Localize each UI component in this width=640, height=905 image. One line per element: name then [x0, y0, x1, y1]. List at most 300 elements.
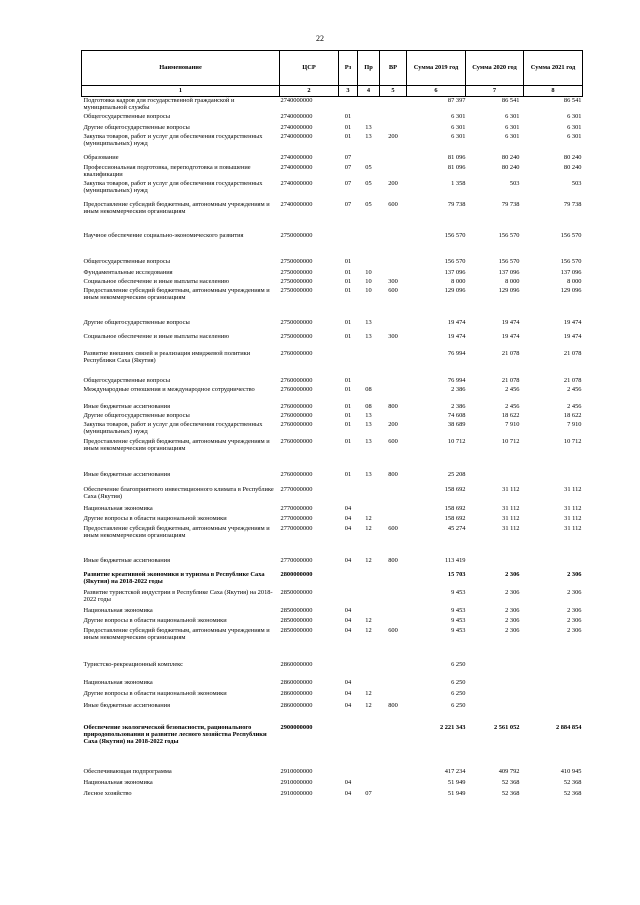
cell-vr: 300	[388, 277, 398, 285]
cell-name: Образование	[83, 153, 119, 161]
cell-vr	[380, 779, 407, 790]
cell-rz	[339, 724, 358, 768]
table-row	[82, 164, 583, 180]
cell-vr	[380, 486, 407, 505]
column-number: 3	[339, 86, 358, 97]
table-row	[82, 180, 583, 201]
cell-csr: 2740000000	[280, 123, 313, 131]
cell-sum-2021: 19 474	[563, 318, 582, 326]
cell-name: Другие вопросы в области национальной экономики	[83, 689, 227, 697]
cell-vr: 600	[388, 524, 398, 532]
cell-name: Развитие туристской индустрии в Республике Саха (Якутия) на 2018-2022 годы	[83, 588, 273, 603]
cell-sum-2019: 15 703	[447, 570, 466, 578]
cell-vr	[380, 386, 407, 403]
cell-sum-2021: 79 738	[563, 200, 582, 208]
cell-name: Национальная экономика	[83, 504, 153, 512]
cell-csr: 2750000000	[280, 277, 313, 285]
cell-csr: 2860000000	[280, 701, 313, 709]
cell-sum-2019: 6 250	[451, 701, 466, 709]
cell-name: Закупка товаров, работ и услуг для обеспечения государственных (муниципальных) нужд	[83, 420, 263, 435]
cell-rz: 04	[344, 606, 352, 614]
table-row	[82, 779, 583, 790]
cell-name: Фундаментальные исследования	[83, 268, 173, 276]
cell-sum-2020: 52 368	[501, 778, 520, 786]
cell-rz: 01	[344, 385, 352, 393]
cell-name: Социальное обеспечение и иные выплаты населению	[83, 332, 230, 340]
table-body	[82, 97, 583, 800]
cell-sum-2020: 19 474	[501, 332, 520, 340]
cell-pr: 12	[365, 556, 372, 564]
cell-sum-2021: 2 306	[567, 626, 582, 634]
cell-sum-2019: 129 096	[444, 286, 466, 294]
table-row	[82, 201, 583, 232]
table-row	[82, 350, 583, 377]
cell-sum-2019: 10 712	[447, 437, 466, 445]
table-row	[82, 232, 583, 258]
cell-vr	[380, 768, 407, 779]
cell-sum-2019: 2 221 343	[439, 723, 466, 731]
cell-name: Национальная экономика	[83, 606, 153, 614]
cell-rz: 04	[344, 789, 352, 797]
header-sum-2020: Сумма 2020 год	[466, 51, 524, 86]
cell-sum-2020: 2 306	[505, 626, 520, 634]
cell-rz: 07	[344, 153, 352, 161]
column-number: 5	[380, 86, 407, 97]
cell-csr: 2750000000	[280, 286, 313, 294]
cell-name: Обеспечивающая подпрограмма	[83, 767, 172, 775]
cell-sum-2021: 503	[571, 179, 582, 187]
cell-vr	[380, 258, 407, 269]
cell-name: Национальная экономика	[83, 778, 153, 786]
cell-sum-2021: 156 570	[560, 231, 582, 239]
cell-csr: 2850000000	[280, 588, 313, 596]
cell-pr: 12	[365, 689, 372, 697]
table-row	[82, 690, 583, 702]
cell-sum-2020: 156 570	[498, 257, 520, 265]
cell-csr: 2750000000	[280, 257, 313, 265]
cell-pr	[358, 724, 380, 768]
cell-rz	[339, 486, 358, 505]
cell-csr: 2900000000	[280, 723, 313, 731]
cell-name: Предоставление субсидий бюджетным, автономным учреждениям и иным некоммерческим организациям	[83, 200, 270, 215]
cell-vr	[380, 790, 407, 800]
cell-sum-2019: 76 994	[447, 376, 466, 384]
cell-sum-2020: 2 561 052	[493, 723, 520, 731]
cell-sum-2020: 86 541	[501, 97, 520, 104]
table-row	[82, 525, 583, 557]
header-rz: Рз	[339, 51, 358, 86]
cell-rz: 04	[344, 556, 352, 564]
cell-csr: 2750000000	[280, 318, 313, 326]
table-row	[82, 571, 583, 589]
cell-sum-2020: 2 306	[505, 616, 520, 624]
cell-name: Обеспечение благоприятного инвестиционного климата в Республике Саха (Якутия)	[83, 485, 274, 500]
cell-vr	[380, 679, 407, 690]
cell-sum-2021: 10 712	[563, 437, 582, 445]
cell-name: Иные бюджетные ассигнования	[83, 701, 171, 709]
table-row	[82, 627, 583, 661]
cell-sum-2020: 31 112	[502, 485, 520, 493]
cell-sum-2021: 31 112	[564, 524, 582, 532]
cell-sum-2019: 2 386	[451, 402, 466, 410]
cell-pr: 08	[365, 385, 372, 393]
cell-name: Предоставление субсидий бюджетным, автономным учреждениям и иным некоммерческим организациям	[83, 286, 270, 301]
cell-sum-2019: 74 608	[447, 411, 466, 419]
cell-rz: 01	[344, 402, 352, 410]
cell-csr: 2760000000	[280, 385, 313, 393]
cell-rz: 01	[344, 376, 352, 384]
cell-sum-2019: 156 570	[444, 231, 466, 239]
cell-rz	[339, 589, 358, 607]
cell-sum-2019: 156 570	[444, 257, 466, 265]
cell-sum-2019: 158 692	[444, 485, 466, 493]
cell-rz: 01	[344, 123, 352, 131]
cell-csr: 2770000000	[280, 485, 313, 493]
cell-name: Общегосударственные вопросы	[83, 257, 171, 265]
cell-vr: 800	[388, 402, 398, 410]
column-number: 7	[466, 86, 524, 97]
cell-sum-2019: 158 692	[444, 514, 466, 522]
cell-name: Обеспечение экологической безопасности, рационального природопользования и развитие лесного хозяйства Республики Саха (Якутия) на 2018-2022 годы	[83, 723, 267, 746]
cell-pr: 13	[365, 123, 372, 131]
table-row	[82, 702, 583, 724]
cell-pr: 13	[365, 132, 372, 140]
cell-name: Иные бюджетные ассигнования	[83, 470, 171, 478]
table-row	[82, 515, 583, 525]
cell-sum-2021: 6 301	[567, 123, 582, 131]
cell-pr	[358, 154, 380, 164]
cell-sum-2020	[466, 471, 524, 486]
cell-vr	[380, 690, 407, 702]
cell-sum-2021	[524, 471, 583, 486]
table-row	[82, 505, 583, 515]
cell-csr: 2860000000	[280, 660, 313, 668]
cell-sum-2020	[466, 679, 524, 690]
table-row	[82, 617, 583, 627]
cell-sum-2020: 80 240	[501, 153, 520, 161]
cell-csr: 2910000000	[280, 767, 313, 775]
cell-csr: 2740000000	[280, 132, 313, 140]
cell-csr: 2760000000	[280, 437, 313, 445]
cell-pr	[358, 97, 380, 113]
cell-vr: 200	[388, 420, 398, 428]
cell-csr: 2850000000	[280, 616, 313, 624]
cell-sum-2019: 25 208	[447, 470, 466, 478]
cell-rz: 01	[344, 132, 352, 140]
cell-sum-2020: 31 112	[502, 524, 520, 532]
cell-vr	[380, 505, 407, 515]
cell-pr: 13	[365, 437, 372, 445]
cell-name: Иные бюджетные ассигнования	[83, 556, 171, 564]
cell-sum-2021: 21 078	[563, 349, 582, 357]
cell-vr: 300	[388, 332, 398, 340]
cell-sum-2021: 19 474	[563, 332, 582, 340]
cell-sum-2019: 417 234	[444, 767, 466, 775]
cell-pr	[358, 113, 380, 124]
cell-pr: 13	[365, 318, 372, 326]
cell-vr: 600	[388, 626, 398, 634]
cell-sum-2021: 7 910	[567, 420, 582, 428]
cell-csr: 2760000000	[280, 349, 313, 357]
column-number: 8	[524, 86, 583, 97]
table-row	[82, 154, 583, 164]
cell-sum-2021	[524, 557, 583, 571]
cell-vr	[380, 589, 407, 607]
cell-sum-2020: 6 301	[505, 123, 520, 131]
cell-sum-2020: 8 000	[505, 277, 520, 285]
cell-pr	[358, 505, 380, 515]
cell-vr: 600	[388, 286, 398, 294]
cell-name: Другие вопросы в области национальной экономики	[83, 616, 227, 624]
cell-pr: 12	[365, 514, 372, 522]
cell-name: Национальная экономика	[83, 678, 153, 686]
cell-pr: 10	[365, 277, 372, 285]
cell-rz: 04	[344, 778, 352, 786]
cell-pr: 13	[365, 332, 372, 340]
header-sum-2021: Сумма 2021 год	[524, 51, 583, 86]
cell-sum-2021: 31 112	[564, 485, 582, 493]
table-row	[82, 278, 583, 287]
cell-name: Профессиональная подготовка, переподготовка и повышение квалификации	[83, 163, 251, 178]
header-pr: Пр	[358, 51, 380, 86]
table-row	[82, 412, 583, 421]
cell-sum-2019: 6 301	[451, 123, 466, 131]
cell-vr	[380, 154, 407, 164]
cell-sum-2021: 137 096	[560, 268, 582, 276]
cell-csr: 2750000000	[280, 231, 313, 239]
header-vr: ВР	[380, 51, 407, 86]
cell-sum-2019: 51 949	[447, 789, 466, 797]
cell-sum-2020: 7 910	[505, 420, 520, 428]
cell-csr: 2770000000	[280, 556, 313, 564]
cell-sum-2020: 2 306	[505, 606, 520, 614]
cell-sum-2021: 8 000	[567, 277, 582, 285]
cell-pr	[358, 679, 380, 690]
table-row	[82, 258, 583, 269]
cell-rz: 04	[344, 616, 352, 624]
cell-sum-2020: 2 306	[505, 588, 520, 596]
cell-pr	[358, 377, 380, 386]
cell-sum-2021	[524, 690, 583, 702]
cell-vr: 200	[388, 179, 398, 187]
cell-sum-2021	[524, 679, 583, 690]
cell-rz: 01	[344, 411, 352, 419]
cell-name: Другие вопросы в области национальной экономики	[83, 514, 227, 522]
cell-sum-2020: 80 240	[501, 163, 520, 171]
cell-rz: 07	[344, 200, 352, 208]
cell-sum-2020: 409 792	[498, 767, 520, 775]
table-row	[82, 403, 583, 412]
cell-sum-2020: 19 474	[501, 318, 520, 326]
cell-csr: 2760000000	[280, 402, 313, 410]
cell-name: Общегосударственные вопросы	[83, 376, 171, 384]
cell-pr	[358, 258, 380, 269]
cell-name: Развитие креативной экономики и туризма в Республике Саха (Якутия) на 2018-2022 годы	[83, 570, 265, 585]
cell-sum-2020: 52 368	[501, 789, 520, 797]
cell-sum-2019: 158 692	[444, 504, 466, 512]
cell-vr	[380, 97, 407, 113]
cell-name: Другие общегосударственные вопросы	[83, 123, 190, 131]
cell-vr	[380, 377, 407, 386]
table-row	[82, 386, 583, 403]
table-row	[82, 679, 583, 690]
cell-pr: 12	[365, 524, 372, 532]
cell-name: Закупка товаров, работ и услуг для обеспечения государственных (муниципальных) нужд	[83, 132, 263, 147]
cell-sum-2021: 2 306	[567, 616, 582, 624]
cell-csr: 2740000000	[280, 179, 313, 187]
header-sum-2019: Сумма 2019 год	[407, 51, 466, 86]
cell-sum-2020: 10 712	[501, 437, 520, 445]
cell-name: Подготовка кадров для государственной гражданской и муниципальной службы	[83, 97, 235, 112]
table-row	[82, 768, 583, 779]
cell-vr: 800	[388, 701, 398, 709]
cell-csr: 2740000000	[280, 163, 313, 171]
cell-pr: 10	[365, 268, 372, 276]
cell-sum-2020: 31 112	[502, 514, 520, 522]
cell-rz: 01	[344, 318, 352, 326]
cell-sum-2019: 2 386	[451, 385, 466, 393]
cell-sum-2020: 6 301	[505, 132, 520, 140]
cell-sum-2020: 31 112	[502, 504, 520, 512]
cell-sum-2020	[466, 557, 524, 571]
cell-csr: 2910000000	[280, 789, 313, 797]
column-number: 6	[407, 86, 466, 97]
cell-name: Закупка товаров, работ и услуг для обеспечения государственных (муниципальных) нужд	[83, 179, 263, 194]
cell-sum-2019: 19 474	[447, 332, 466, 340]
cell-vr	[380, 269, 407, 278]
table-row	[82, 471, 583, 486]
cell-pr: 13	[365, 411, 372, 419]
cell-sum-2021: 6 301	[567, 112, 582, 120]
cell-pr	[358, 779, 380, 790]
cell-rz: 01	[344, 112, 352, 120]
cell-csr: 2770000000	[280, 524, 313, 532]
cell-sum-2020: 21 078	[501, 376, 520, 384]
cell-sum-2020: 21 078	[501, 349, 520, 357]
cell-csr: 2740000000	[280, 153, 313, 161]
cell-sum-2020: 79 738	[501, 200, 520, 208]
header-csr: ЦСР	[280, 51, 339, 86]
cell-sum-2019: 6 301	[451, 112, 466, 120]
cell-sum-2021: 6 301	[567, 132, 582, 140]
cell-vr	[380, 113, 407, 124]
cell-sum-2021: 31 112	[564, 504, 582, 512]
cell-rz: 01	[344, 257, 352, 265]
cell-sum-2021: 52 368	[563, 789, 582, 797]
cell-rz: 04	[344, 504, 352, 512]
cell-pr	[358, 607, 380, 617]
cell-rz: 01	[344, 470, 352, 478]
cell-pr: 10	[365, 286, 372, 294]
cell-pr: 05	[365, 163, 372, 171]
cell-pr: 13	[365, 470, 372, 478]
cell-rz: 07	[344, 163, 352, 171]
cell-sum-2019: 1 358	[451, 179, 466, 187]
table-row	[82, 377, 583, 386]
cell-sum-2020: 129 096	[498, 286, 520, 294]
cell-sum-2019: 6 301	[451, 132, 466, 140]
cell-sum-2021	[524, 661, 583, 679]
cell-sum-2020: 503	[509, 179, 520, 187]
cell-pr: 12	[365, 701, 372, 709]
cell-vr	[380, 661, 407, 679]
cell-rz: 01	[344, 437, 352, 445]
cell-vr	[380, 350, 407, 377]
cell-sum-2021: 2 456	[567, 385, 582, 393]
table-row	[82, 607, 583, 617]
cell-csr: 2770000000	[280, 514, 313, 522]
table-row	[82, 557, 583, 571]
cell-csr: 2760000000	[280, 376, 313, 384]
cell-name: Другие общегосударственные вопросы	[83, 318, 190, 326]
cell-vr	[380, 607, 407, 617]
cell-rz	[339, 768, 358, 779]
cell-vr: 600	[388, 437, 398, 445]
header-name: Наименование	[82, 51, 280, 86]
cell-csr: 2860000000	[280, 678, 313, 686]
table-header-row	[82, 51, 583, 86]
cell-rz: 01	[344, 286, 352, 294]
cell-sum-2019: 76 994	[447, 349, 466, 357]
cell-csr: 2760000000	[280, 420, 313, 428]
cell-pr	[358, 350, 380, 377]
cell-sum-2020: 2 456	[505, 402, 520, 410]
cell-csr: 2750000000	[280, 268, 313, 276]
cell-sum-2020: 2 456	[505, 385, 520, 393]
cell-csr: 2760000000	[280, 411, 313, 419]
cell-sum-2020	[466, 702, 524, 724]
table-row	[82, 113, 583, 124]
cell-name: Социальное обеспечение и иные выплаты населению	[83, 277, 230, 285]
cell-pr: 12	[365, 626, 372, 634]
cell-name: Лесное хозяйство	[83, 789, 132, 797]
cell-sum-2019: 8 000	[451, 277, 466, 285]
column-number: 2	[280, 86, 339, 97]
table-row	[82, 589, 583, 607]
cell-csr: 2750000000	[280, 332, 313, 340]
cell-sum-2019: 81 096	[447, 163, 466, 171]
table-row	[82, 133, 583, 154]
cell-name: Предоставление субсидий бюджетным, автономным учреждениям и иным некоммерческим организациям	[83, 626, 270, 641]
table-row	[82, 124, 583, 133]
cell-rz: 01	[344, 332, 352, 340]
cell-pr: 05	[365, 200, 372, 208]
cell-name: Другие общегосударственные вопросы	[83, 411, 190, 419]
cell-vr	[380, 412, 407, 421]
cell-sum-2020: 2 306	[505, 570, 520, 578]
budget-table	[81, 50, 583, 800]
cell-pr: 12	[365, 616, 372, 624]
cell-rz: 04	[344, 514, 352, 522]
cell-pr	[358, 486, 380, 505]
table-row	[82, 287, 583, 319]
cell-pr	[358, 232, 380, 258]
cell-vr	[380, 164, 407, 180]
cell-pr	[358, 589, 380, 607]
cell-rz: 01	[344, 268, 352, 276]
cell-name: Развитие внешних связей и реализация имиджевой политики Республики Саха (Якутия)	[83, 349, 251, 364]
cell-rz: 01	[344, 277, 352, 285]
cell-rz: 04	[344, 678, 352, 686]
cell-rz: 07	[344, 179, 352, 187]
cell-pr: 08	[365, 402, 372, 410]
cell-sum-2019: 87 397	[447, 97, 466, 104]
cell-name: Общегосударственные вопросы	[83, 112, 171, 120]
cell-pr	[358, 571, 380, 589]
table-row	[82, 333, 583, 350]
cell-csr: 2760000000	[280, 470, 313, 478]
cell-vr: 800	[388, 470, 398, 478]
